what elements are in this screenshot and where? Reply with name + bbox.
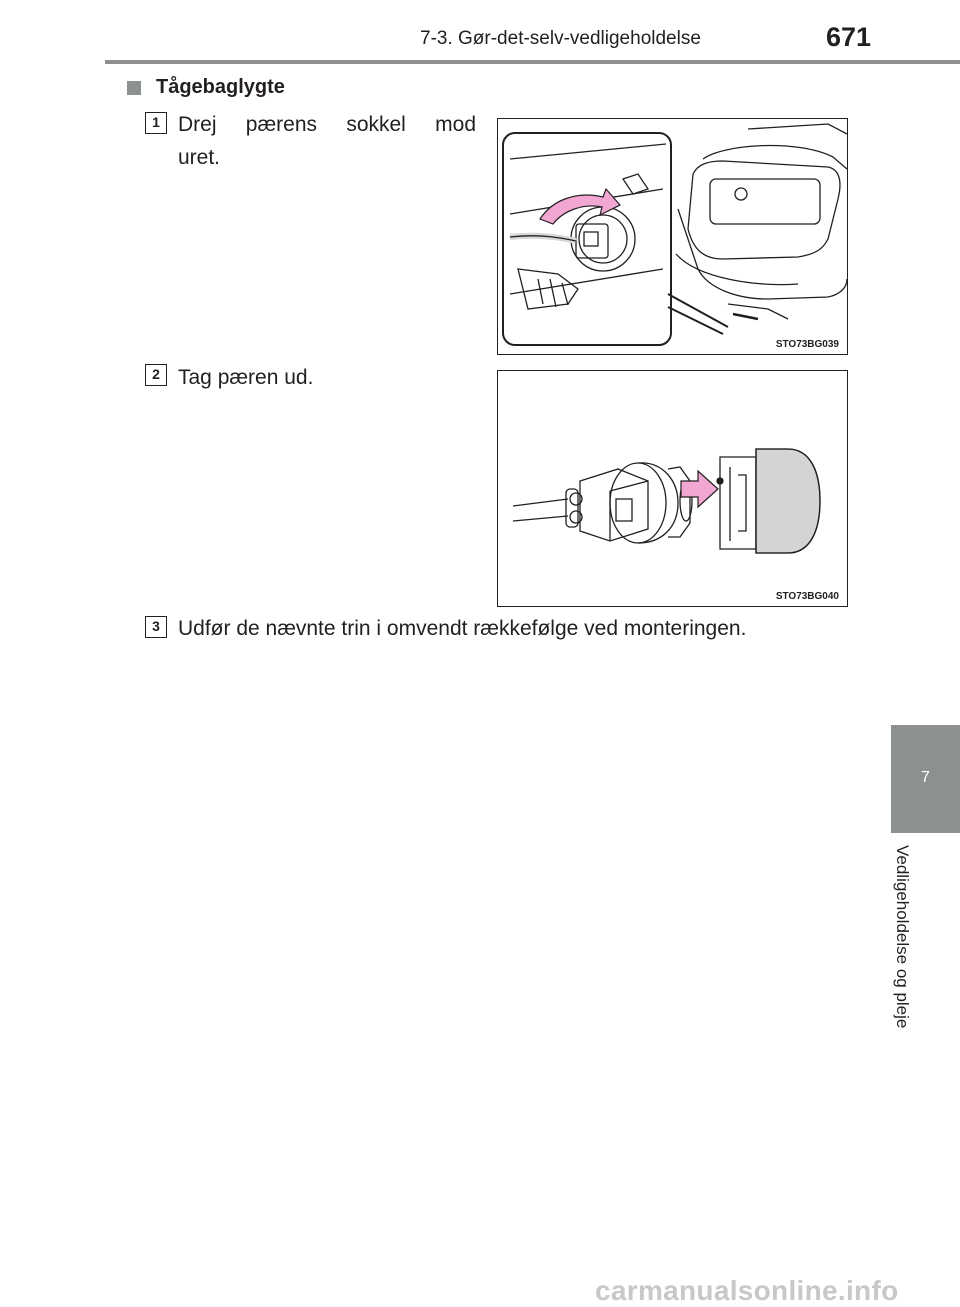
chapter-label: [892, 845, 922, 1075]
rotate-socket-illustration: [498, 119, 847, 354]
step-1-line-2: uret.: [178, 146, 221, 169]
step-1-text: [178, 108, 476, 174]
step-2-text: Tag pæren ud.: [178, 366, 314, 389]
figure-code: STO73BG040: [775, 591, 839, 602]
remove-bulb-illustration: [498, 371, 847, 606]
figure-rotate-socket: [497, 118, 848, 355]
step-3-text: Udfør de nævnte trin i omvendt rækkefølge ved monteringen.: [178, 617, 747, 640]
step-1-line-1-text: Drej pærens sokkel mod: [178, 113, 476, 136]
step-1-line-1: [178, 108, 476, 141]
chapter-number: 7: [921, 769, 930, 786]
header-rule: [105, 60, 960, 64]
section-title: 7-3. Gør-det-selv-vedligeholdelse: [420, 28, 701, 49]
chapter-label-text: Vedligeholdelse og pleje: [893, 845, 912, 1029]
square-bullet-icon: [127, 81, 141, 95]
page-header: [0, 0, 960, 70]
step-3-number: 3: [145, 616, 167, 638]
subsection-heading: [127, 76, 285, 99]
step-2-number: 2: [145, 364, 167, 386]
step-1-number: 1: [145, 112, 167, 134]
watermark: carmanualsonline.info: [595, 1275, 899, 1306]
figure-remove-bulb: [497, 370, 848, 607]
heading-text: Tågebaglygte: [156, 76, 285, 98]
page-number: 671: [826, 22, 872, 52]
chapter-tab: [891, 725, 960, 833]
figure-code: STO73BG039: [775, 339, 839, 350]
